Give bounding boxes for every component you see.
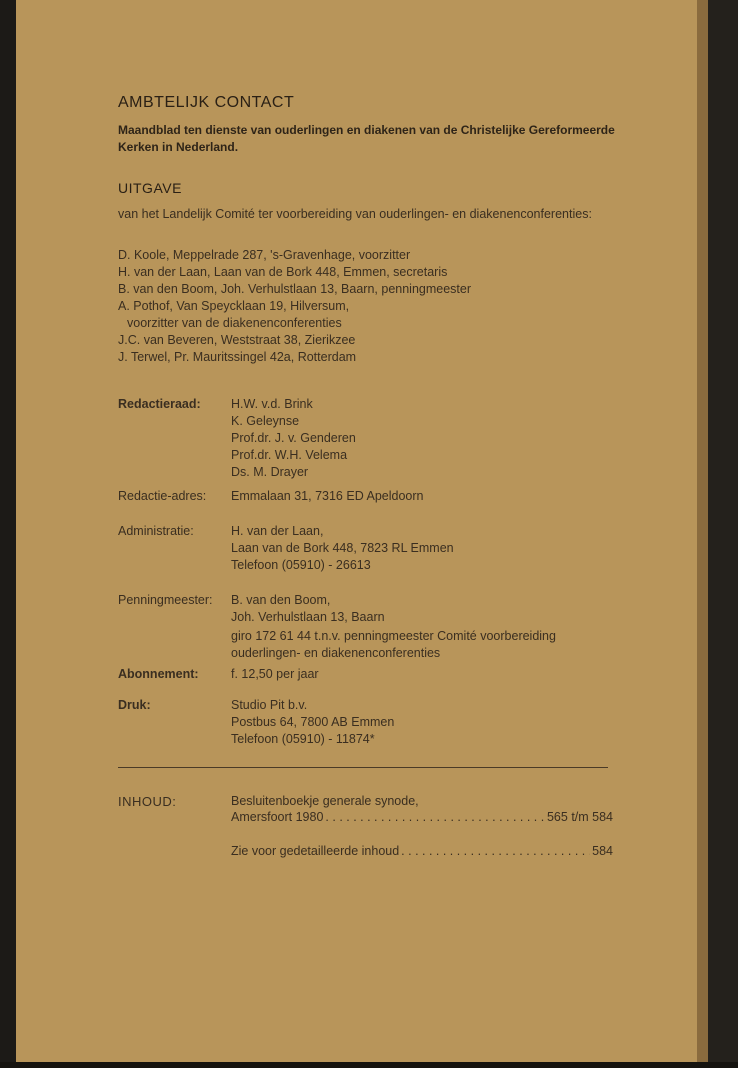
abonnement-label: Abonnement: — [118, 667, 199, 681]
toc-title: Amersfoort 1980 — [231, 810, 324, 824]
subtitle: Maandblad ten dienste van ouderlingen en diakenen van de Christelijke Gereformeerde Kerken in Nederland. — [118, 123, 615, 154]
toc-pages: 565 t/m 584 — [546, 810, 613, 824]
toc-pages: 584 — [592, 844, 613, 858]
inhoud-entry — [231, 793, 613, 824]
member-line: J.C. van Beveren, Weststraat 38, Zierikzee — [118, 333, 356, 347]
member-list — [118, 247, 471, 366]
page-edge-shadow — [708, 0, 738, 1068]
penningmeester-value — [231, 592, 556, 662]
toc-line — [231, 844, 613, 858]
druk-line: Postbus 64, 7800 AB Emmen — [231, 715, 395, 729]
member-line: J. Terwel, Pr. Mauritssingel 42a, Rotterdam — [118, 350, 357, 364]
page-title: AMBTELIJK CONTACT — [118, 94, 295, 111]
divider — [118, 767, 608, 768]
administratie-line: Telefoon (05910) - 26613 — [231, 558, 371, 572]
administratie-line: Laan van de Bork 448, 7823 RL Emmen — [231, 541, 454, 555]
member-line: A. Pothof, Van Speycklaan 19, Hilversum, — [118, 299, 350, 313]
druk-value — [231, 697, 394, 748]
redactieraad-line: K. Geleynse — [231, 414, 300, 428]
inhoud-entry — [231, 844, 613, 858]
toc-line — [231, 810, 613, 824]
redactie-adres-label: Redactie-adres: — [118, 489, 207, 503]
administratie-value — [231, 523, 454, 574]
member-line: voorzitter van de diakenenconferenties — [127, 316, 342, 330]
redactieraad-line: Prof.dr. W.H. Velema — [231, 448, 348, 462]
redactieraad-value — [231, 396, 356, 481]
penningmeester-line: Joh. Verhulstlaan 13, Baarn — [231, 610, 385, 624]
member-line: D. Koole, Meppelrade 287, 's-Gravenhage, voorzitter — [118, 248, 411, 262]
redactie-adres-line: Emmalaan 31, 7316 ED Apeldoorn — [231, 489, 424, 503]
druk-line: Studio Pit b.v. — [231, 698, 308, 712]
administratie-label: Administratie: — [118, 524, 194, 538]
toc-title-line: Besluitenboekje generale synode, — [231, 794, 419, 808]
uitgave-intro: van het Landelijk Comité ter voorbereiding van ouderlingen- en diakenenconferenties: — [118, 207, 592, 221]
administratie-line: H. van der Laan, — [231, 524, 324, 538]
toc-title: Zie voor gedetailleerde inhoud — [231, 844, 400, 858]
member-line: H. van der Laan, Laan van de Bork 448, Emmen, secretaris — [118, 265, 448, 279]
redactieraad-line: H.W. v.d. Brink — [231, 397, 313, 411]
penningmeester-line: giro 172 61 44 t.n.v. penningmeester Comité voorbereiding — [231, 629, 556, 643]
penningmeester-label: Penningmeester: — [118, 593, 213, 607]
redactieraad-line: Prof.dr. J. v. Genderen — [231, 431, 356, 445]
druk-label: Druk: — [118, 698, 151, 712]
redactieraad-line: Ds. M. Drayer — [231, 465, 309, 479]
abonnement-line: f. 12,50 per jaar — [231, 667, 319, 681]
inhoud-label: INHOUD: — [118, 794, 177, 809]
redactie-adres-value — [231, 488, 424, 505]
druk-line: Telefoon (05910) - 11874* — [231, 732, 375, 746]
redactieraad-label: Redactieraad: — [118, 397, 201, 411]
uitgave-heading: UITGAVE — [118, 180, 182, 196]
bottom-edge — [0, 1062, 738, 1068]
penningmeester-line: B. van den Boom, — [231, 593, 331, 607]
toc-leader — [401, 844, 590, 858]
abonnement-value — [231, 666, 319, 683]
penningmeester-line: ouderlingen- en diakenenconferenties — [231, 646, 441, 660]
member-line: B. van den Boom, Joh. Verhulstlaan 13, Baarn, penningmeester — [118, 282, 472, 296]
toc-leader — [325, 810, 545, 824]
